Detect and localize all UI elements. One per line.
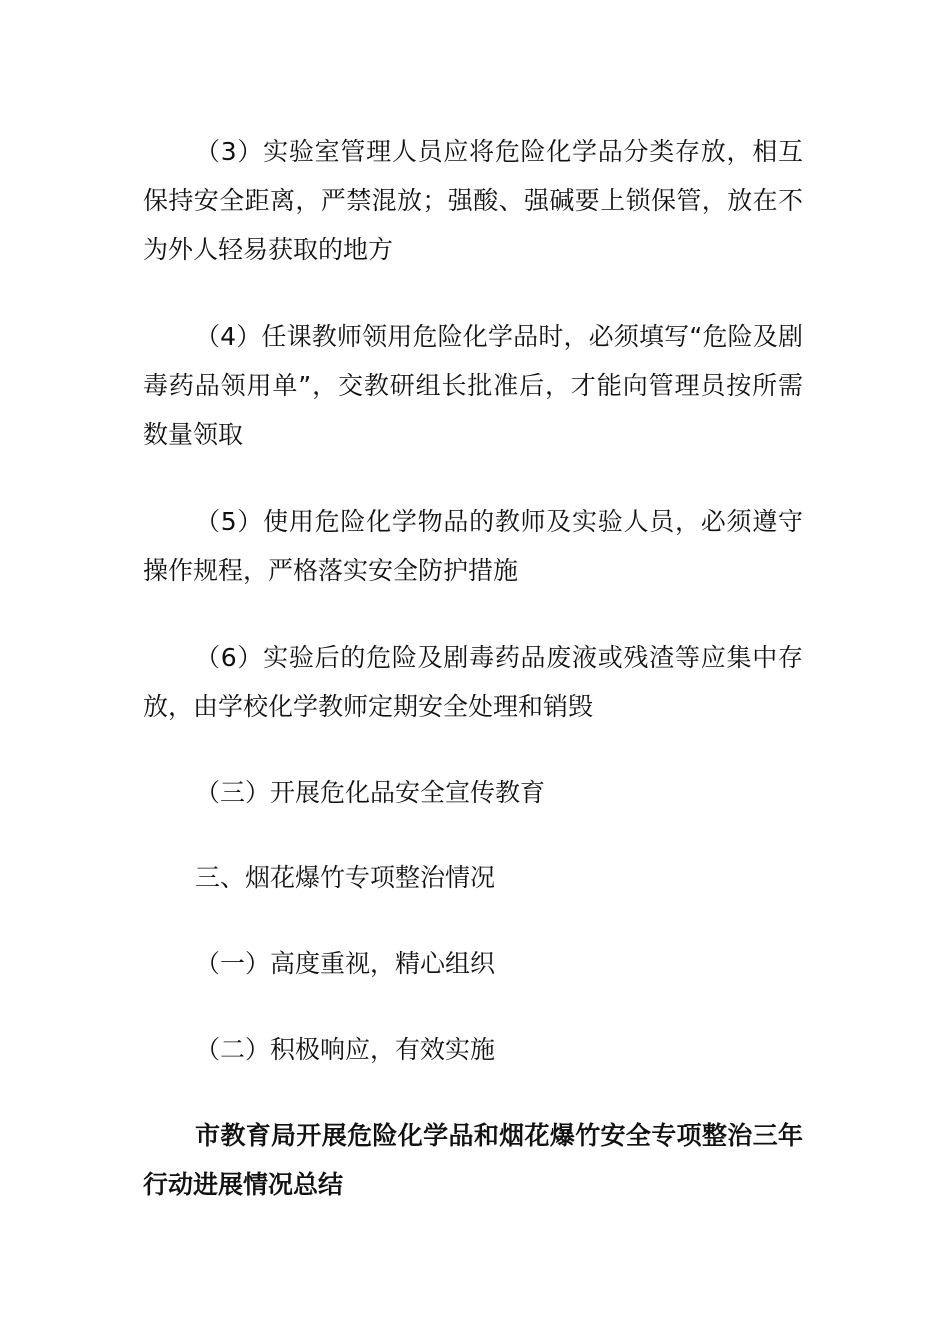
section-heading-safety-education: （三）开展危化品安全宣传教育 (195, 778, 546, 807)
section-heading-organize: （一）高度重视，精心组织 (195, 949, 496, 978)
section-heading-fireworks: 三、烟花爆竹专项整治情况 (195, 863, 496, 892)
document-title: 市教育局开展危险化学品和烟花爆竹安全专项整治三年行动进展情况总结 (143, 1121, 803, 1199)
section-heading-implement: （二）积极响应，有效实施 (195, 1035, 496, 1064)
paragraph-item-4: （4）任课教师领用危险化学品时，必须填写“危险及剧毒药品领用单”，交教研组长批准后，才能向管理员按所需数量领取 (143, 322, 803, 449)
paragraph-item-6: （6）实验后的危险及剧毒药品废液或残渣等应集中存放，由学校化学教师定期安全处理和销毁 (143, 643, 803, 721)
paragraph-item-5: （5）使用危险化学物品的教师及实验人员，必须遵守操作规程，严格落实安全防护措施 (143, 507, 803, 585)
paragraph-item-3: （3）实验室管理人员应将危险化学品分类存放，相互保持安全距离，严禁混放；强酸、强碱要上锁保管，放在不为外人轻易获取的地方 (143, 137, 803, 264)
